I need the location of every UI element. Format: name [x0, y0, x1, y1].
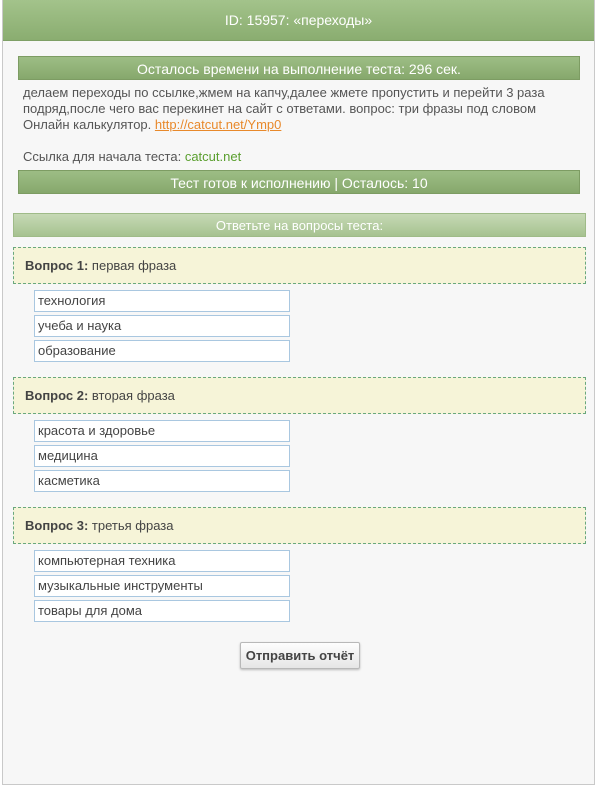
question-3 [13, 507, 586, 544]
question-2 [13, 377, 586, 414]
question-1 [13, 247, 586, 284]
question-3-option-2[interactable]: музыкальные инструменты [34, 575, 290, 597]
submit-report-button[interactable]: Отправить отчёт [240, 642, 360, 669]
question-2-option-3[interactable]: касметика [34, 470, 290, 492]
question-3-option-3[interactable]: товары для дома [34, 600, 290, 622]
start-link-row [23, 149, 241, 164]
question-3-text: третья фраза [91, 518, 174, 533]
question-3-label: Вопрос 3: [25, 518, 89, 533]
question-1-text: первая фраза [91, 258, 177, 273]
task-description [23, 85, 583, 133]
task-link[interactable]: http://catcut.net/Ymp0 [154, 117, 282, 132]
question-1-option-3[interactable]: образование [34, 340, 290, 362]
time-remaining-bar: Осталось времени на выполнение теста: 296 сек. [18, 56, 580, 80]
question-1-option-1[interactable]: технология [34, 290, 290, 312]
test-status-bar: Тест готов к исполнению | Осталось: 10 [18, 170, 580, 194]
page-title: ID: 15957: «переходы» [3, 0, 594, 41]
question-1-option-2[interactable]: учеба и наука [34, 315, 290, 337]
question-2-label: Вопрос 2: [25, 388, 89, 403]
start-link[interactable]: catcut.net [184, 149, 242, 164]
question-2-text: вторая фраза [91, 388, 175, 403]
question-1-label: Вопрос 1: [25, 258, 89, 273]
answers-header: Ответьте на вопросы теста: [13, 213, 586, 237]
start-link-label: Ссылка для начала теста: [23, 149, 182, 164]
task-description-text: делаем переходы по ссылке,жмем на капчу,далее жмете пропустить и перейти 3 раза подряд,после чего вас перекинет на сайт с ответами. вопрос: три фразы под словом Онлайн калькулятор. [23, 85, 545, 132]
question-2-option-1[interactable]: красота и здоровье [34, 420, 290, 442]
question-2-option-2[interactable]: медицина [34, 445, 290, 467]
test-panel [2, 0, 595, 785]
question-3-option-1[interactable]: компьютерная техника [34, 550, 290, 572]
